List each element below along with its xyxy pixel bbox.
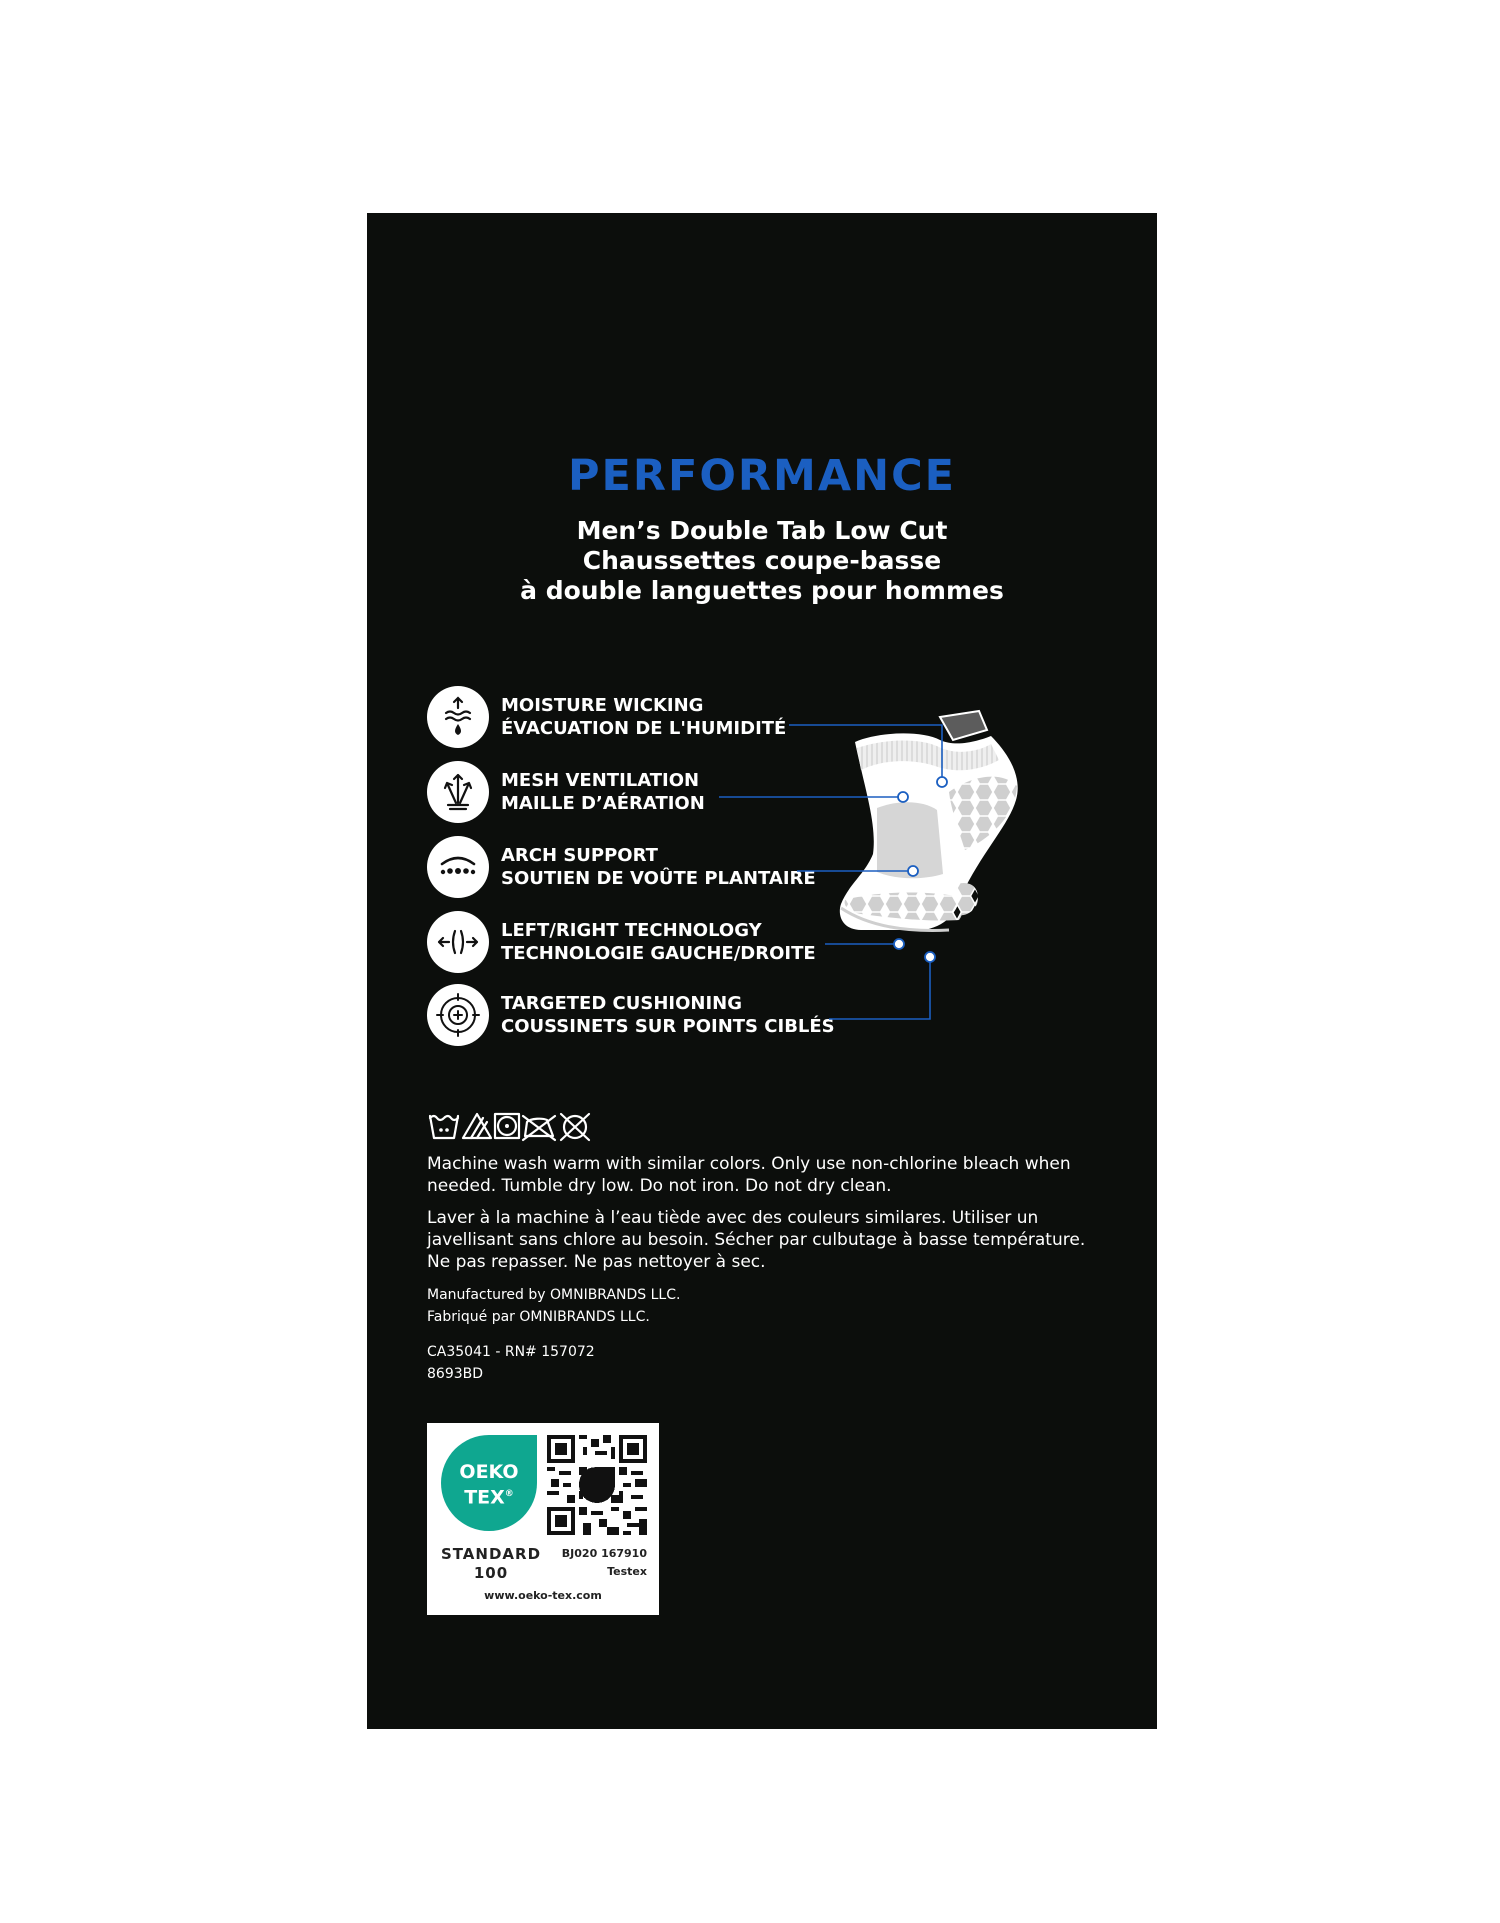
ca-rn-code: CA35041 - RN# 157072 bbox=[427, 1344, 595, 1360]
feature-label-fr: MAILLE D’AÉRATION bbox=[501, 793, 705, 814]
packaging-back-panel bbox=[367, 213, 1157, 1729]
care-symbols bbox=[427, 1108, 627, 1144]
do-not-iron-icon bbox=[523, 1116, 555, 1140]
callout-dot bbox=[937, 777, 947, 787]
oeko-tex-standard bbox=[435, 1545, 547, 1583]
manufacturer-fr: Fabriqué par OMNIBRANDS LLC. bbox=[427, 1309, 650, 1325]
callout-dot bbox=[908, 866, 918, 876]
feature-label-fr: ÉVACUATION DE L'HUMIDITÉ bbox=[501, 718, 787, 739]
oeko-tex-logo-line1: OEKO bbox=[459, 1461, 519, 1483]
feature-label-en: MOISTURE WICKING bbox=[501, 695, 704, 716]
standard-line2: 100 bbox=[473, 1564, 509, 1582]
certificate-number: BJ020 167910 bbox=[561, 1547, 647, 1560]
product-codes bbox=[427, 1341, 595, 1385]
feature-label-fr: COUSSINETS SUR POINTS CIBLÉS bbox=[501, 1016, 835, 1037]
non-chlorine-bleach-icon bbox=[463, 1114, 491, 1138]
manufacturer-info bbox=[427, 1284, 680, 1328]
feature-label-en: ARCH SUPPORT bbox=[501, 845, 658, 866]
callout-targeted-cushioning bbox=[829, 959, 930, 1019]
do-not-dry-clean-icon bbox=[561, 1114, 589, 1140]
feature-label-fr: TECHNOLOGIE GAUCHE/DROITE bbox=[501, 943, 816, 964]
callout-dot bbox=[898, 792, 908, 802]
oeko-tex-logo bbox=[441, 1435, 537, 1531]
feature-callouts bbox=[367, 213, 1157, 1113]
qr-code[interactable] bbox=[547, 1435, 647, 1535]
callout-dot bbox=[894, 939, 904, 949]
brand-title: PERFORMANCE bbox=[567, 451, 957, 501]
sku-code: 8693BD bbox=[427, 1366, 484, 1382]
oeko-tex-label bbox=[427, 1423, 659, 1615]
feature-label-en: MESH VENTILATION bbox=[501, 770, 700, 791]
oeko-tex-logo-line2: TEX bbox=[464, 1486, 505, 1509]
feature-label-en: LEFT/RIGHT TECHNOLOGY bbox=[501, 920, 762, 941]
testing-institute: Testex bbox=[607, 1565, 647, 1578]
product-name-fr-line2: à double languettes pour hommes bbox=[520, 576, 1004, 605]
feature-label-en: TARGETED CUSHIONING bbox=[501, 993, 742, 1014]
product-name-en: Men’s Double Tab Low Cut bbox=[576, 516, 948, 545]
product-name-fr-line1: Chaussettes coupe-basse bbox=[582, 546, 942, 575]
oeko-tex-url[interactable]: www.oeko-tex.com bbox=[484, 1589, 602, 1602]
callout-moisture-wicking bbox=[789, 725, 942, 778]
callout-dot bbox=[925, 952, 935, 962]
machine-wash-warm-icon bbox=[430, 1116, 458, 1138]
oeko-tex-certificate bbox=[562, 1545, 647, 1581]
manufacturer-en: Manufactured by OMNIBRANDS LLC. bbox=[427, 1287, 681, 1303]
care-instructions-fr: Laver à la machine à l’eau tiède avec des couleurs similares. Utiliser un javellisant sans chlore au besoin. Sécher par culbutage à basse température. Ne pas repasser. Ne pas nettoyer à sec. bbox=[427, 1208, 1086, 1272]
care-instructions-en: Machine wash warm with similar colors. Only use non-chlorine bleach when needed. Tumble dry low. Do not iron. Do not dry clean. bbox=[427, 1154, 1071, 1196]
feature-label-fr: SOUTIEN DE VOÛTE PLANTAIRE bbox=[501, 868, 816, 889]
registered-mark: ® bbox=[504, 1489, 514, 1499]
standard-line1: STANDARD bbox=[440, 1545, 542, 1563]
